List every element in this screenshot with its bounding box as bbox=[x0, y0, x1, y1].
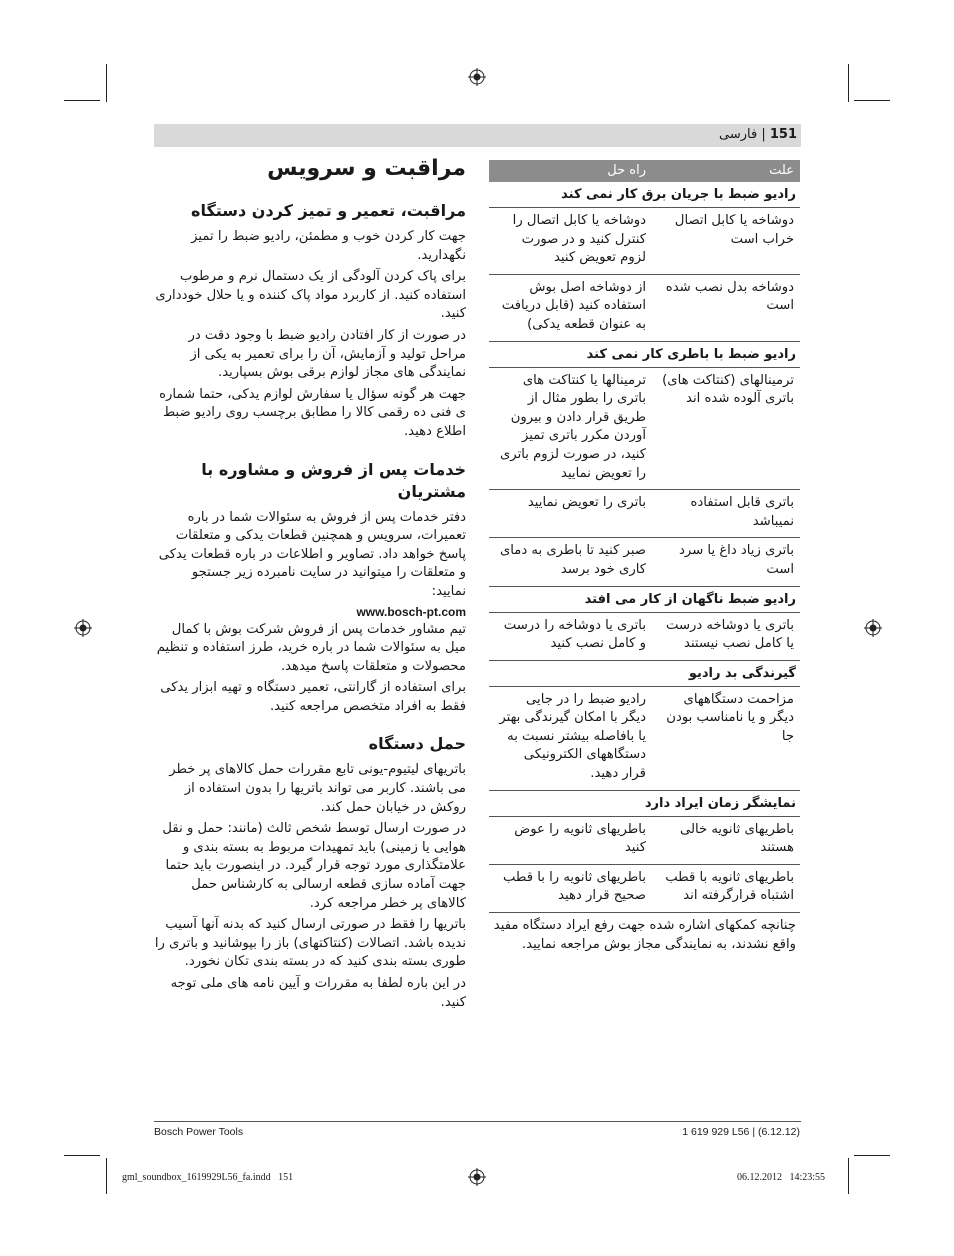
paragraph: در این باره لطفا به مقررات و آیین نامه های ملی توجه کنید. bbox=[170, 976, 466, 1010]
print-slug-date: 06.12.2012 14:23:55 bbox=[737, 1172, 826, 1183]
table-row bbox=[489, 275, 800, 342]
footer-divider bbox=[154, 1121, 801, 1122]
footer-doc-number: 1 619 929 L56 | (6.12.12) bbox=[682, 1126, 800, 1138]
crop-mark bbox=[854, 100, 890, 101]
crop-mark bbox=[106, 1158, 107, 1194]
table-section-title: رادیو ضبط ناگهان از کار می افتد bbox=[489, 587, 800, 613]
table-row bbox=[489, 865, 800, 913]
page-header bbox=[154, 124, 801, 147]
cause-cell: مزاحمت دستگاههای دیگر و یا نامناسب بودن جا bbox=[666, 691, 794, 744]
registration-mark-icon bbox=[864, 619, 882, 637]
page-header-label bbox=[719, 127, 797, 142]
crop-mark bbox=[848, 64, 849, 102]
table-footnote: چنانچه کمکهای اشاره شده جهت رفع ایراد دستگاه مفید واقع نشدند، به نمایندگی مجاز بوش مراجعه نمایید. bbox=[493, 918, 796, 952]
table-section-title: نمایشگر زمان ایراد دارد bbox=[489, 791, 800, 817]
paragraph: در صورت از کار افتادن رادیو ضبط با وجود دقت در مراحل تولید و آزمایش، آن را برای تعمیر به یکی از نمایندگی های مجاز لوازم برقی بوش بسپارید. bbox=[188, 327, 466, 381]
table-row bbox=[489, 208, 800, 275]
section-heading-service: خدمات پس از فروش و مشاوره با مشتریان bbox=[201, 459, 466, 501]
cause-cell: باطریهای ثانویه با قطب اشتباه قرارگرفته اند bbox=[665, 869, 794, 904]
table-row bbox=[489, 817, 800, 865]
table-row bbox=[489, 490, 800, 538]
table-section-title: رادیو ضبط با باطری کار نمی کند bbox=[489, 342, 800, 368]
registration-mark-icon bbox=[468, 68, 486, 86]
crop-mark bbox=[848, 1158, 849, 1194]
table-row bbox=[489, 538, 800, 586]
solution-cell: باتری یا دوشاخه را درست و کامل نصب کنید bbox=[503, 617, 646, 652]
paragraph: در صورت ارسال توسط شخص ثالث (مانند: حمل و نقل هوایی یا زمینی) باید تمهیدات مربوط به بسته بندی و علامتگذاری مورد توجه قرار گیرد. در اینصورت باید حتما جهت آماده سازی قطعه ارسالی به کارشناس حمل کالاهای پر خطر مراجعه کرد. bbox=[162, 821, 466, 911]
column-header-solution: راه حل bbox=[607, 163, 646, 178]
registration-mark-icon bbox=[74, 619, 92, 637]
registration-mark-icon bbox=[468, 1168, 486, 1186]
language-label: فارسی bbox=[719, 127, 758, 142]
table-row bbox=[489, 613, 800, 661]
solution-cell: باتری را تعویض نمایید bbox=[527, 495, 646, 511]
left-column bbox=[154, 150, 466, 1015]
solution-cell: باطریهای ثانویه را با قطب صحیح قرار دهید bbox=[502, 869, 646, 904]
table-section-title: رادیو ضبط با جریان برق کار نمی کند bbox=[489, 182, 800, 208]
paragraph: دفتر خدمات پس از فروش به سئوالات شما در باره تعمیرات، سرویس و همچنین قطعات یدکی و متعلقات پاسخ خواهد داد. تصاویر و اطلاعات در باره قطعات یدکی و متعلقات را میتوانید در سایت نامبرده زیر جستجو نمایید: bbox=[158, 509, 466, 599]
column-header-cause: علت bbox=[769, 163, 794, 178]
cause-cell: دوشاخه بدل نصب شده است bbox=[665, 279, 794, 314]
solution-cell: از دوشاخه اصل بوش استفاده کنید (قابل دریافت به عنوان قطعه یدکی) bbox=[501, 279, 646, 332]
website-link[interactable]: www.bosch-pt.com bbox=[356, 604, 466, 619]
cause-cell: ترمینالهای (کنتاکت های) باتری آلوده شده اند bbox=[662, 372, 794, 407]
section-heading-transport: حمل دستگاه bbox=[368, 734, 466, 754]
table-header bbox=[489, 160, 800, 182]
page-title: مراقبت و سرویس bbox=[267, 156, 466, 181]
solution-cell: دوشاخه یا کابل اتصال را کنترل کنید و در صورت لزوم تعویض کنید bbox=[512, 213, 646, 266]
crop-mark bbox=[64, 1155, 100, 1156]
section-heading-care: مراقبت، تعمیر و تمیز کردن دستگاه bbox=[191, 201, 466, 220]
troubleshooting-table bbox=[489, 160, 800, 954]
footer-brand: Bosch Power Tools bbox=[154, 1126, 244, 1138]
crop-mark bbox=[854, 1155, 890, 1156]
crop-mark bbox=[64, 100, 100, 101]
solution-cell: باطریهای ثانویه را عوض کنید bbox=[514, 821, 646, 856]
paragraph: جهت کار کردن خوب و مطمئن، رادیو ضبط را تمیز نگهدارید. bbox=[191, 229, 466, 263]
header-separator: | bbox=[757, 127, 766, 142]
solution-cell: رادیو ضبط را در جایی دیگر با امکان گیرندگی بهتر یا بافاصله بیشتر نسبت به دستگاههای الکترونیکی قرار دهید. bbox=[499, 691, 646, 782]
crop-mark bbox=[106, 64, 107, 102]
paragraph: برای استفاده از گارانتی، تعمیر دستگاه و تهیه ابزار یدکی فقط به افراد متخصص مراجعه کنید. bbox=[160, 680, 466, 714]
solution-cell: ترمینالها یا کنتاکت های باتری را بطور مثال از طریق قرار دادن و بیرون آوردن مکرر باتری تمیز کنید، در صورت لزوم باتری را تعویض نمایید bbox=[499, 372, 646, 481]
cause-cell: باتری یا دوشاخه درست یا کامل نصب نیستند bbox=[666, 617, 794, 652]
paragraph: تیم مشاور خدمات پس از فروش شرکت بوش با کمال میل به سئوالات شما در باره خرید، طرز استفاده و تنظیم محصولات و متعلقات پاسخ میدهد. bbox=[156, 621, 466, 674]
table-row bbox=[489, 368, 800, 491]
print-slug-file: gml_soundbox_1619929L56_fa.indd 151 bbox=[122, 1172, 294, 1183]
solution-cell: صبر کنید تا باطری به دمای کاری خود برسد bbox=[499, 543, 646, 577]
paragraph: جهت هر گونه سؤال یا سفارش لوازم یدکی، حتما شماره ی فنی ده رقمی کالا را مطابق برچسب روی رادیو ضبط اطلاع دهید. bbox=[159, 386, 466, 439]
cause-cell: باطریهای ثانویه خالی هستند bbox=[679, 821, 794, 856]
page-number: 151 bbox=[769, 127, 797, 142]
paragraph: برای پاک کردن آلودگی از یک دستمال نرم و مرطوب استفاده کنید. از کاربرد مواد پاک کننده و یا حلال خودداری کنید. bbox=[155, 269, 466, 322]
cause-cell: باتری زیاد داغ یا سرد است bbox=[679, 543, 794, 577]
cause-cell: باتری قابل استفاده نمیباشد bbox=[690, 495, 794, 529]
table-section-title: گیرندگی بد رادیو bbox=[489, 661, 800, 687]
cause-cell: دوشاخه یا کابل اتصال خراب است bbox=[674, 213, 794, 247]
table-row bbox=[489, 687, 800, 791]
paragraph: باتریها را فقط در صورتی ارسال کنید که بدنه آنها آسیب ندیده باشد. اتصالات (کنتاکتهای) باز را بپوشانید و باتری را طوری بسته بندی کنید که در بسته بندی تکان نخورد. bbox=[154, 917, 466, 970]
paragraph: باتریهای لیتیوم-یونی تابع مقررات حمل کالاهای پر خطر می باشند. کاربر می تواند باتریها را بدون استفاده از روکش در خیابان حمل کند. bbox=[169, 762, 466, 815]
